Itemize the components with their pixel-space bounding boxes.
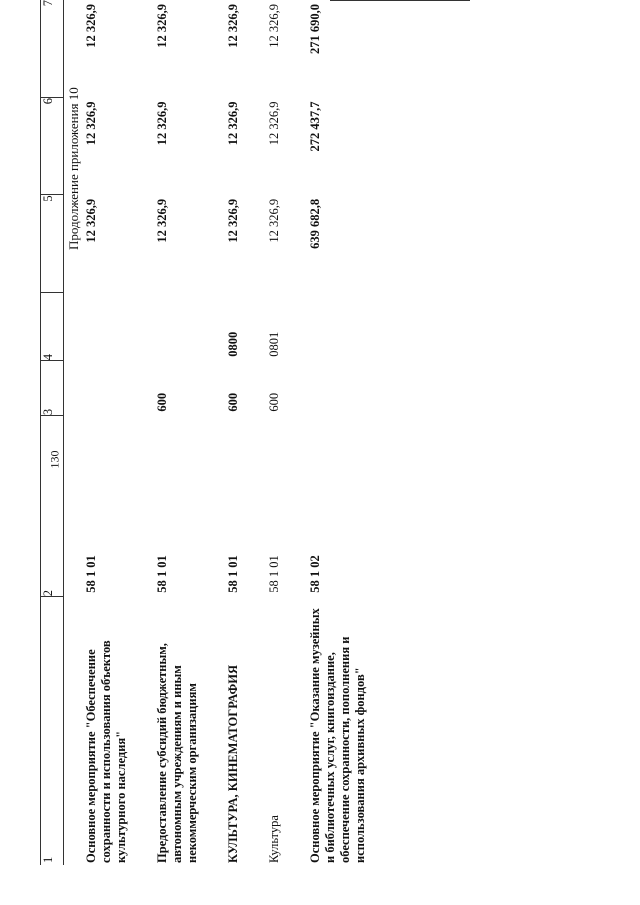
cell-code: 58 1 01 — [155, 555, 169, 593]
cell-rz: 0800 — [226, 331, 240, 357]
cell-code: 58 1 01 — [267, 555, 281, 593]
cell-name: Предоставление субсидий бюджетным, автономным учреждениям и иным некоммерческим организациям — [155, 643, 199, 863]
cell-vr: 600 — [155, 392, 169, 412]
cell-value-5: 12 326,9 — [226, 198, 240, 243]
cell-value-6: 12 326,9 — [155, 101, 169, 146]
cell-value-7: 271 690,0 — [308, 4, 322, 54]
budget-table — [40, 0, 374, 865]
header-col-4: 4 — [41, 292, 64, 360]
cell-name: Культура — [267, 815, 281, 863]
cell-vr — [288, 361, 374, 416]
cell-vr — [64, 361, 136, 416]
cell-value-5: 12 326,9 — [155, 198, 169, 243]
cell-name: Основное мероприятие "Обеспечение сохранности и использования объектов культурного наследия" — [84, 640, 128, 863]
cell-value-6: 12 326,9 — [267, 101, 281, 146]
cell-vr: 600 — [267, 392, 281, 412]
cell-rz — [288, 292, 374, 360]
table-row — [247, 0, 288, 865]
table-body — [64, 0, 375, 865]
cell-value-7: 12 326,9 — [84, 4, 98, 48]
cell-value-7: 12 326,9 — [267, 4, 281, 48]
page-number: 130 — [47, 450, 62, 469]
header-col-2: 2 — [41, 416, 64, 597]
cell-code: 58 1 02 — [308, 555, 322, 593]
continuation-label: Продолжение приложения 10 — [66, 87, 81, 250]
cell-value-6: 272 437,7 — [308, 101, 322, 152]
header-col-5: 5 — [41, 195, 64, 292]
cell-name: КУЛЬТУРА, КИНЕМАТОГРАФИЯ — [226, 665, 240, 863]
cell-value-7: 12 326,9 — [226, 4, 240, 48]
header-col-1: 1 — [41, 597, 64, 865]
cell-value-6: 12 326,9 — [84, 101, 98, 146]
cell-name: Основное мероприятие "Оказание музейных и библиотечных услуг, книгоиздание, обеспечение сохранности, пополнения и использования архивных фондов" — [308, 608, 367, 863]
cell-code: 58 1 01 — [84, 555, 98, 593]
table-header-row — [41, 0, 64, 865]
table-row — [135, 0, 206, 865]
cell-rz: 0801 — [267, 331, 281, 357]
cell-code: 58 1 01 — [226, 555, 240, 593]
cell-value-5: 12 326,9 — [267, 198, 281, 243]
cell-vr: 600 — [226, 392, 240, 412]
header-col-6: 6 — [41, 97, 64, 194]
cell-rz — [135, 292, 206, 360]
header-col-3: 3 — [41, 361, 64, 416]
table-row — [206, 0, 247, 865]
cell-rz — [64, 292, 136, 360]
cell-value-5: 12 326,9 — [84, 198, 98, 243]
cell-value-7: 12 326,9 — [155, 4, 169, 48]
cell-value-5: 639 682,8 — [308, 198, 322, 249]
cell-value-6: 12 326,9 — [226, 101, 240, 146]
table-row — [288, 0, 374, 865]
header-col-7: 7 — [41, 0, 64, 97]
table-row — [64, 0, 136, 865]
